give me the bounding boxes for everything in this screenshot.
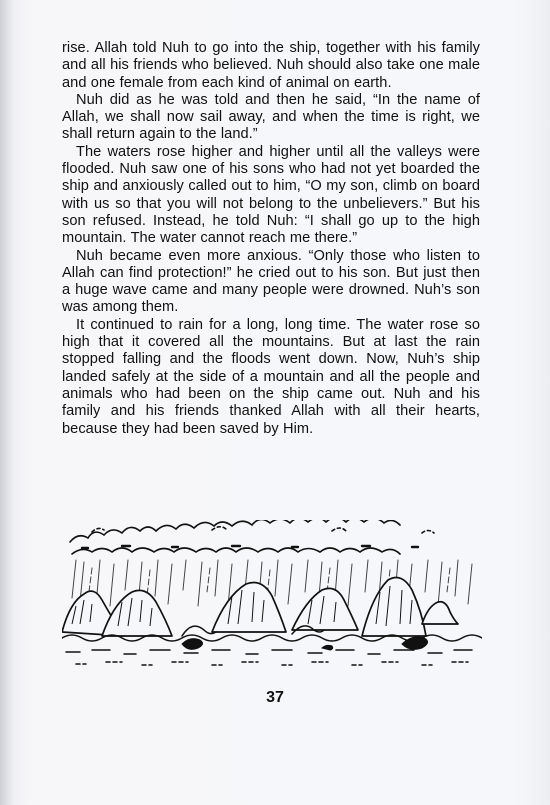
page-spine-shadow xyxy=(0,0,14,805)
paragraph-5: It continued to rain for a long, long time. The water rose so high that it covered all the mountains. But at last the rain stopped falling and the floods went down. Now, Nuh’s ship landed safely at the side of a mountain and all the people and animals who had been on the ship came out. Nuh and his family and his friends thanked Allah with all their hearts, because they had been saved by Him. xyxy=(62,316,480,437)
paragraph-4: Nuh became even more anxious. “Only those who listen to Allah can find protection!” he cried out to his son. But just then a huge wave came and many people were drowned. Nuh’s son was among them. xyxy=(62,247,480,316)
paragraph-1: rise. Allah told Nuh to go into the ship, together with his family and all his friends who believed. Nuh should also take one male and one female from each kind of animal on earth. xyxy=(62,40,480,91)
page-number: 37 xyxy=(266,689,284,706)
flood-rain-illustration xyxy=(62,520,482,670)
story-text xyxy=(62,40,480,438)
paragraph-3: The waters rose higher and higher until all the valleys were flooded. Nuh saw one of his sons who had not yet boarded the ship and anxiously called out to him, “O my son, climb on board with us so that you will not belong to the unbelievers.” But his son refused. Instead, he told Nuh: “I shall go up to the high mountain. The water cannot reach me there.” xyxy=(62,143,480,247)
storm-clouds xyxy=(70,520,434,554)
paragraph-2: Nuh did as he was told and then he said, “In the name of Allah, we shall now sail away, and when the time is right, we shall return again to the land.” xyxy=(62,91,480,143)
